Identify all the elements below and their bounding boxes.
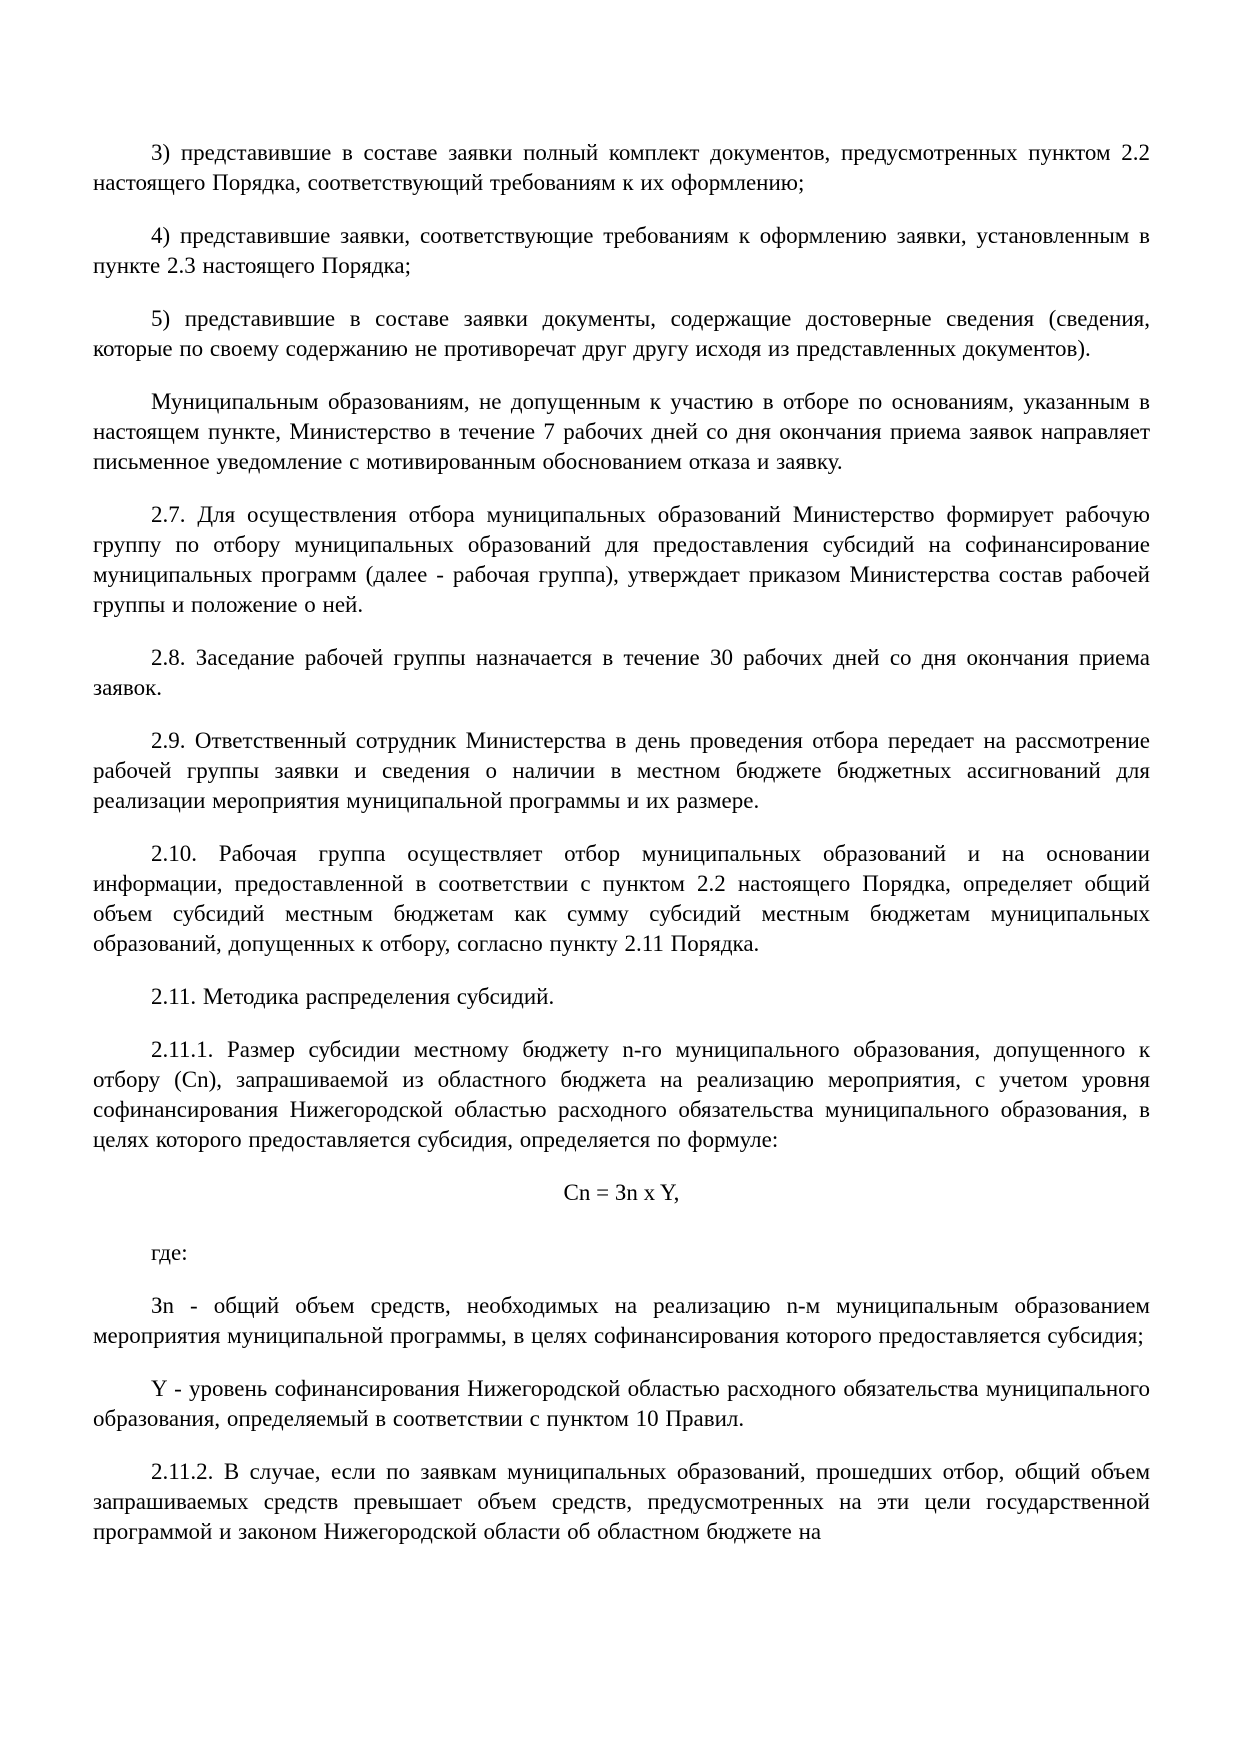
list-item-4: 4) представившие заявки, соответствующие требованиям к оформлению заявки, установленным в пункте 2.3 настоящего Порядка; <box>93 223 1150 278</box>
paragraph-rejection-notice: Муниципальным образованиям, не допущенным к участию в отборе по основаниям, указанным в настоящем пункте, Министерство в течение 7 рабочих дней со дня окончания приема заявок направляет письменное уведомление с мотивированным обоснованием отказа и заявку. <box>93 389 1150 474</box>
where-label: где: <box>151 1240 188 1265</box>
paragraph-2-11-1: 2.11.1. Размер субсидии местному бюджету n-го муниципального образования, допущенного к отбору (Cn), запрашиваемой из областного бюджета на реализацию мероприятия, с учетом уровня софинансирования Нижегородской областью расходного обязательства муниципального образования, в целях которого предоставляется субсидия, определяется по формуле: <box>93 1037 1150 1152</box>
list-item-5: 5) представившие в составе заявки документы, содержащие достоверные сведения (сведения, которые по своему содержанию не противоречат друг другу исходя из представленных документов). <box>93 306 1150 361</box>
paragraph-2-8: 2.8. Заседание рабочей группы назначается в течение 30 рабочих дней со дня окончания приема заявок. <box>93 645 1150 700</box>
formula-cn: Cn = Зn x Y, <box>563 1180 680 1205</box>
paragraph-2-7: 2.7. Для осуществления отбора муниципальных образований Министерство формирует рабочую группу по отбору муниципальных образований для предоставления субсидий на софинансирование муниципальных программ (далее - рабочая группа), утверждает приказом Министерства состав рабочей группы и положение о ней. <box>93 502 1150 617</box>
definition-y: Y - уровень софинансирования Нижегородской областью расходного обязательства муниципального образования, определяемый в соответствии с пунктом 10 Правил. <box>93 1376 1150 1431</box>
paragraph-2-9: 2.9. Ответственный сотрудник Министерства в день проведения отбора передает на рассмотрение рабочей группы заявки и сведения о наличии в местном бюджете бюджетных ассигнований для реализации мероприятия муниципальной программы и их размере. <box>93 728 1150 813</box>
paragraph-2-10: 2.10. Рабочая группа осуществляет отбор муниципальных образований и на основании информации, предоставленной в соответствии с пунктом 2.2 настоящего Порядка, определяет общий объем субсидий местным бюджетам как сумму субсидий местным бюджетам муниципальных образований, допущенных к отбору, согласно пункту 2.11 Порядка. <box>93 841 1150 956</box>
list-item-3: 3) представившие в составе заявки полный комплект документов, предусмотренных пунктом 2.2 настоящего Порядка, соответствующий требованиям к их оформлению; <box>93 140 1150 195</box>
paragraph-2-11-2: 2.11.2. В случае, если по заявкам муниципальных образований, прошедших отбор, общий объем запрашиваемых средств превышает объем средств, предусмотренных на эти цели государственной программой и законом Нижегородской области об областном бюджете на <box>93 1459 1150 1544</box>
heading-2-11: 2.11. Методика распределения субсидий. <box>151 984 555 1009</box>
document-content <box>93 138 1150 1570</box>
definition-zn: Зn - общий объем средств, необходимых на реализацию n-м муниципальным образованием мероприятия муниципальной программы, в целях софинансирования которого предоставляется субсидия; <box>93 1293 1150 1348</box>
